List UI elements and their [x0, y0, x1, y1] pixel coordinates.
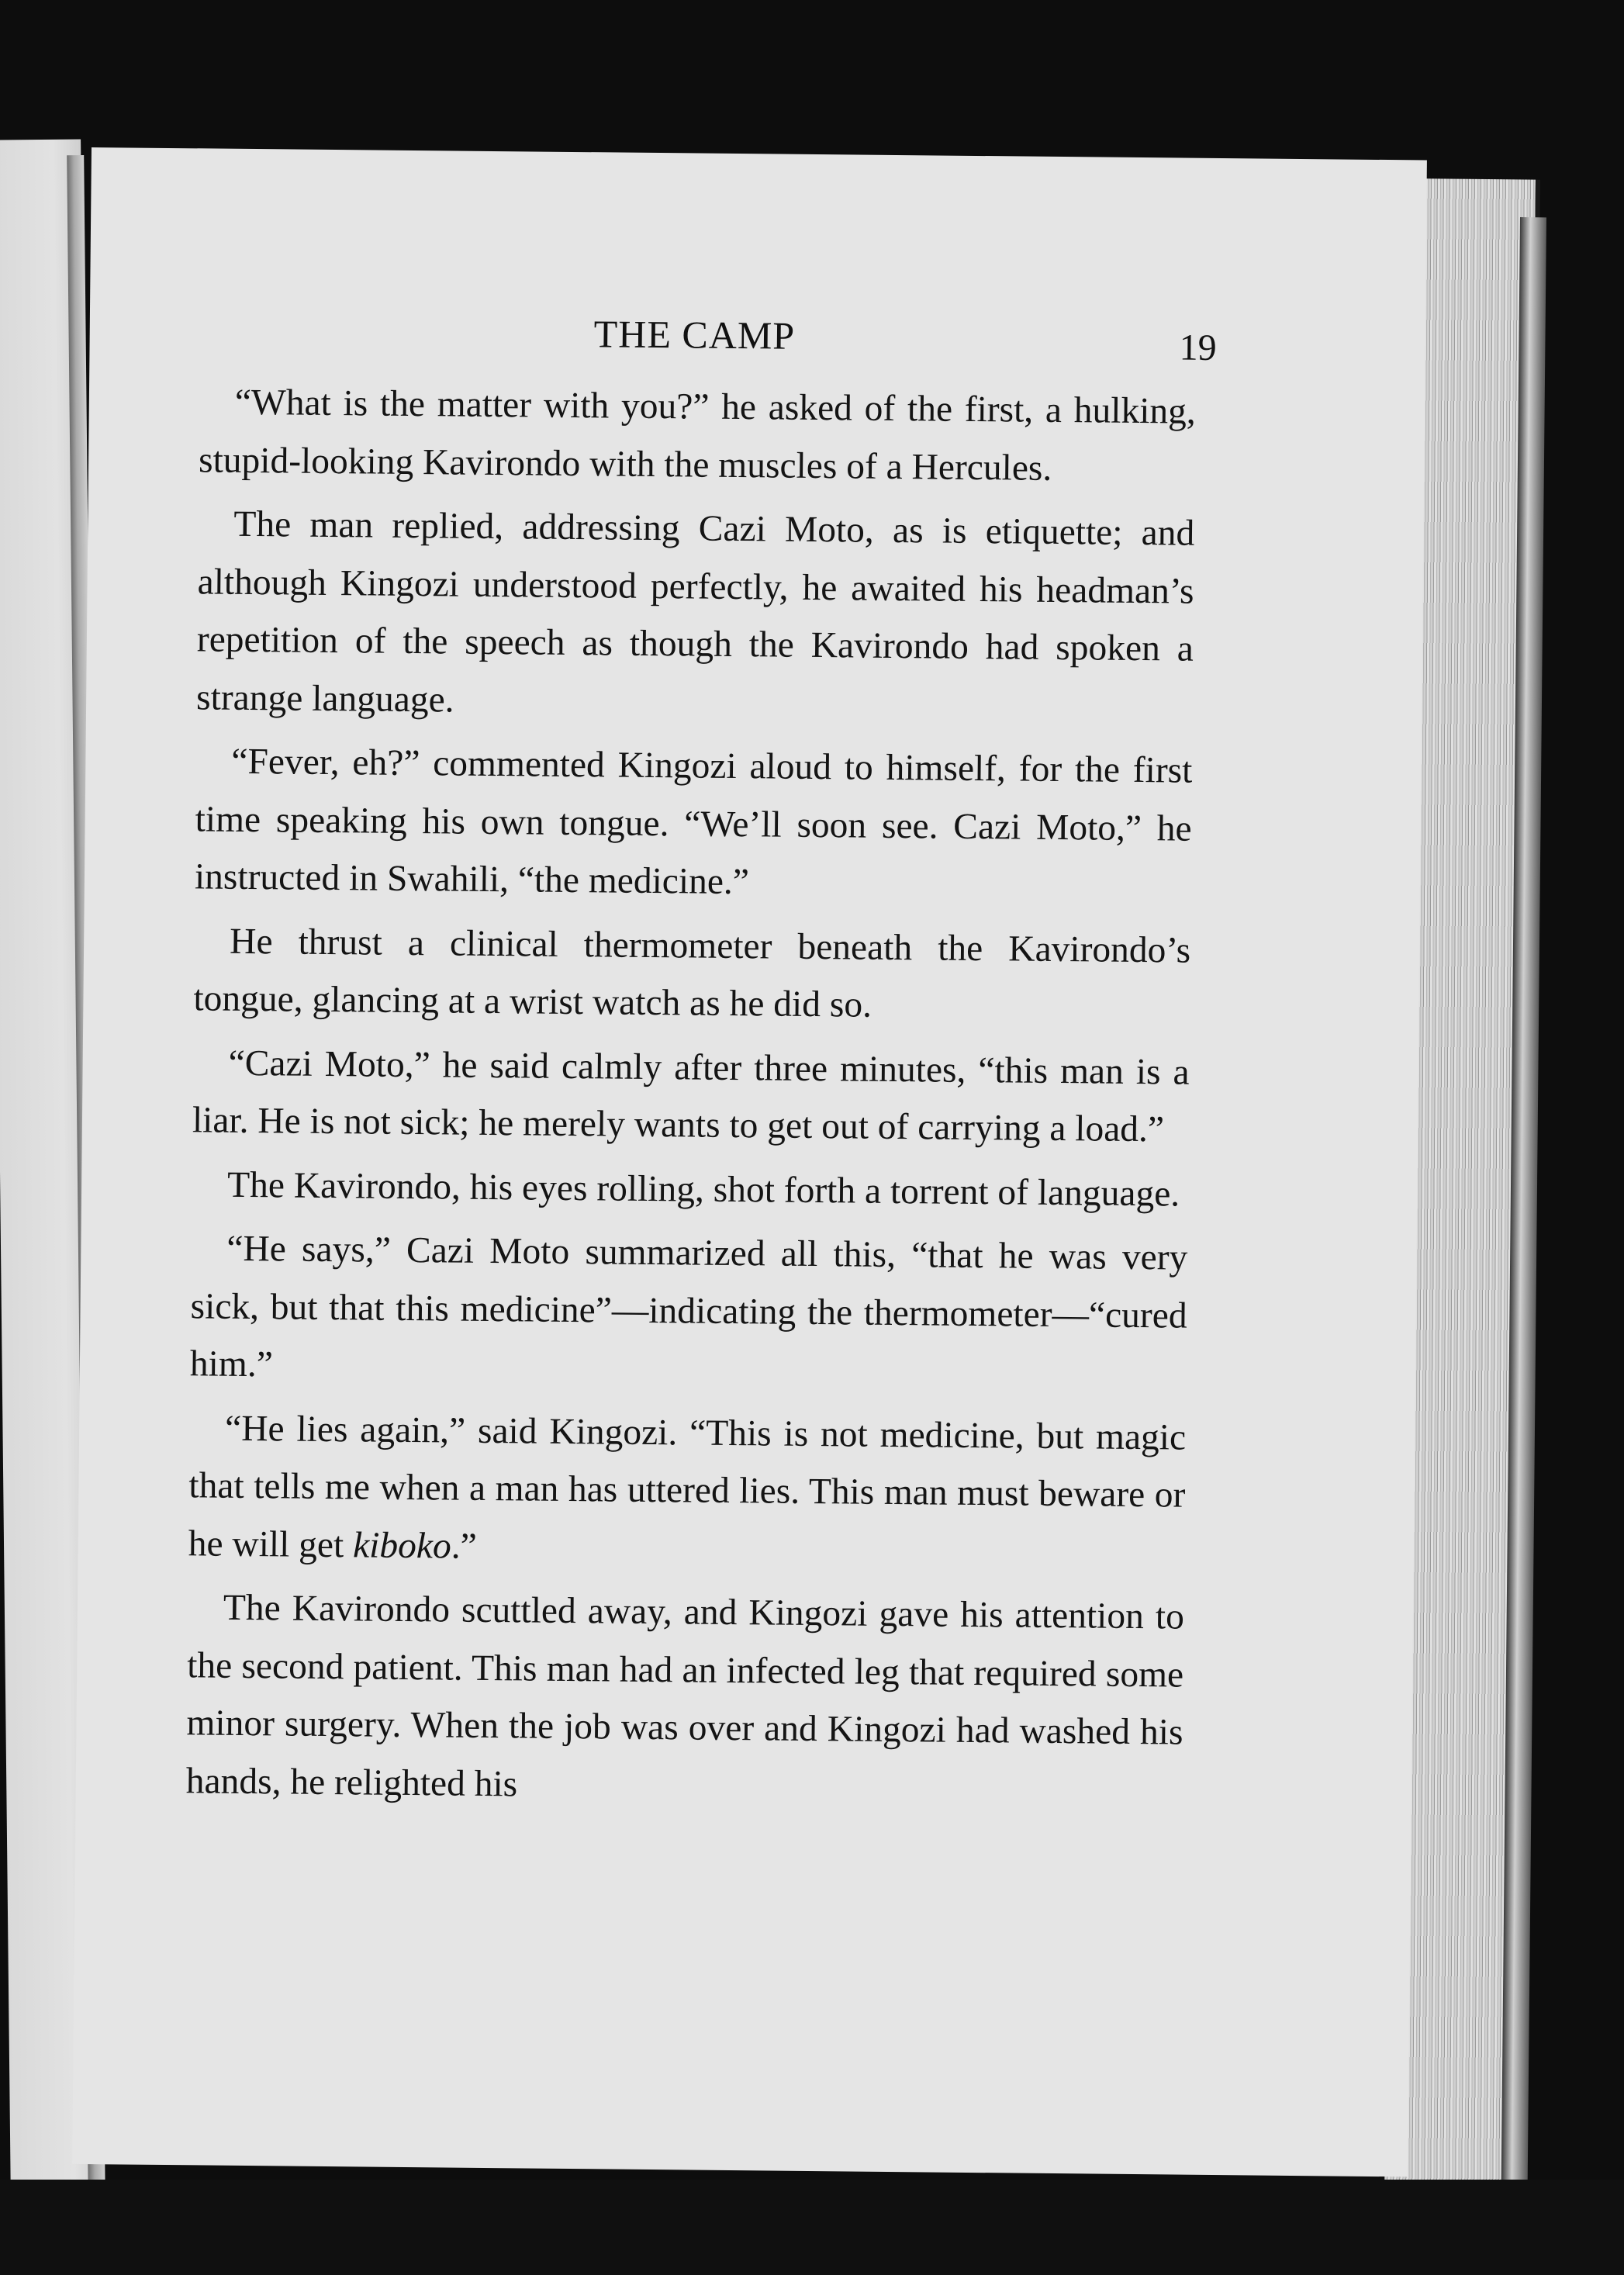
paragraph: The Kavirondo scuttled away, and Kingozi gave his attention to the second patient. This man had an infected leg that required some minor surgery. When the job was over and Kingozi had washed his hands, he relighted his [185, 1587, 1185, 1804]
book-page [72, 147, 1427, 2176]
paragraph: “Fever, eh?” commented Kingozi aloud to himself, for the first time speaking his own tongue. “We’ll soon see. Cazi Moto,” he instructed in Swahili, “the medicine.” [194, 741, 1193, 903]
body-text [185, 373, 1196, 1819]
page-header [89, 306, 1425, 366]
scan-shadow [0, 2180, 1624, 2275]
paragraph: “He says,” Cazi Moto summarized all this, “that he was very sick, but that this medicine”—indicating the thermometer—“cured him.” [189, 1228, 1188, 1385]
paragraph: He thrust a clinical thermometer beneath the Kavirondo’s tongue, glancing at a wrist watch as he did so. [193, 921, 1191, 1025]
paragraph: “What is the matter with you?” he asked of the first, a hulking, stupid-looking Kavirondo with the muscles of a Hercules. [198, 382, 1197, 489]
paragraph [188, 1399, 1186, 1582]
paragraph: The Kavirondo, his eyes rolling, shot forth a torrent of language. [226, 1164, 1180, 1215]
paragraph-text: “He lies again,” said Kingozi. “This is not medicine, but magic that tells me when a man has uttered lies. This man must beware or he will get [188, 1408, 1187, 1565]
italic-word: kiboko [352, 1524, 451, 1567]
paragraph: “Cazi Moto,” he said calmly after three minutes, “this man is a liar. He is not sick; he merely wants to get out of carrying a load.” [192, 1042, 1190, 1150]
paragraph: The man replied, addressing Cazi Moto, as is etiquette; and although Kingozi understood perfectly, he awaited his headman’s repetition of the speech as though the Kavirondo had spoken a strange language. [195, 503, 1195, 721]
paragraph-text: .” [451, 1526, 477, 1567]
page-number: 19 [1179, 327, 1217, 368]
running-head: THE CAMP [593, 312, 796, 358]
